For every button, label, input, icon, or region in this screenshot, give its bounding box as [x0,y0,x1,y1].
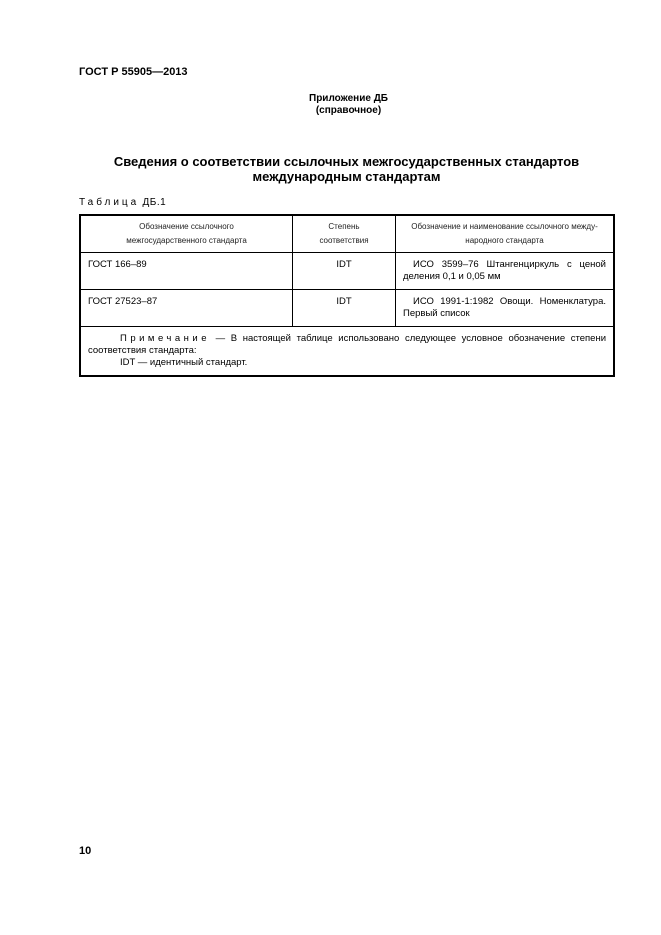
column-header-text: Степень [328,222,360,231]
table-caption [79,197,166,208]
column-header-degree [293,215,396,253]
page-number: 10 [79,845,92,857]
cell-degree: IDT [293,253,396,290]
section-title-line2: международным стандартам [252,169,441,184]
column-header-national [80,215,293,253]
column-header-text: межгосударственного стандарта [126,236,247,245]
cell-name: ИСО 1991-1:1982 Овощи. Номенклатура. Первый список [396,290,615,327]
appendix-title: Приложение ДБ [309,93,388,104]
appendix-heading [0,93,661,117]
cell-code: ГОСТ 27523–87 [80,290,293,327]
appendix-subtitle: (справочное) [315,105,382,116]
cell-name: ИСО 3599–76 Штангенциркуль с ценой деления 0,1 и 0,05 мм [396,253,615,290]
note-label: Примечание [120,333,210,344]
table-row [80,253,614,290]
column-header-international [396,215,615,253]
note-item: IDT — идентичный стандарт. [120,357,248,368]
table-header-row [80,215,614,253]
column-header-text: Обозначение и наименование ссылочного между- [411,222,598,231]
note-body: — В настоящей таблице использовано следующее условное обозначение степени соответствия стандарта: [88,333,606,356]
cell-degree: IDT [293,290,396,327]
table-row [80,290,614,327]
column-header-text: народного стандарта [465,236,544,245]
standards-table [79,214,615,377]
table-caption-number: ДБ.1 [142,197,167,208]
column-header-text: Обозначение ссылочного [139,222,234,231]
cell-code: ГОСТ 166–89 [80,253,293,290]
section-title [79,154,614,184]
table-caption-label: Таблица [79,197,140,208]
table-note-row [80,327,614,377]
document-code: ГОСТ Р 55905—2013 [79,66,188,78]
table-note [80,327,614,377]
note-text [88,333,606,357]
column-header-text: соответствия [319,236,369,245]
section-title-line1: Сведения о соответствии ссылочных межгосударственных стандартов [113,154,580,169]
